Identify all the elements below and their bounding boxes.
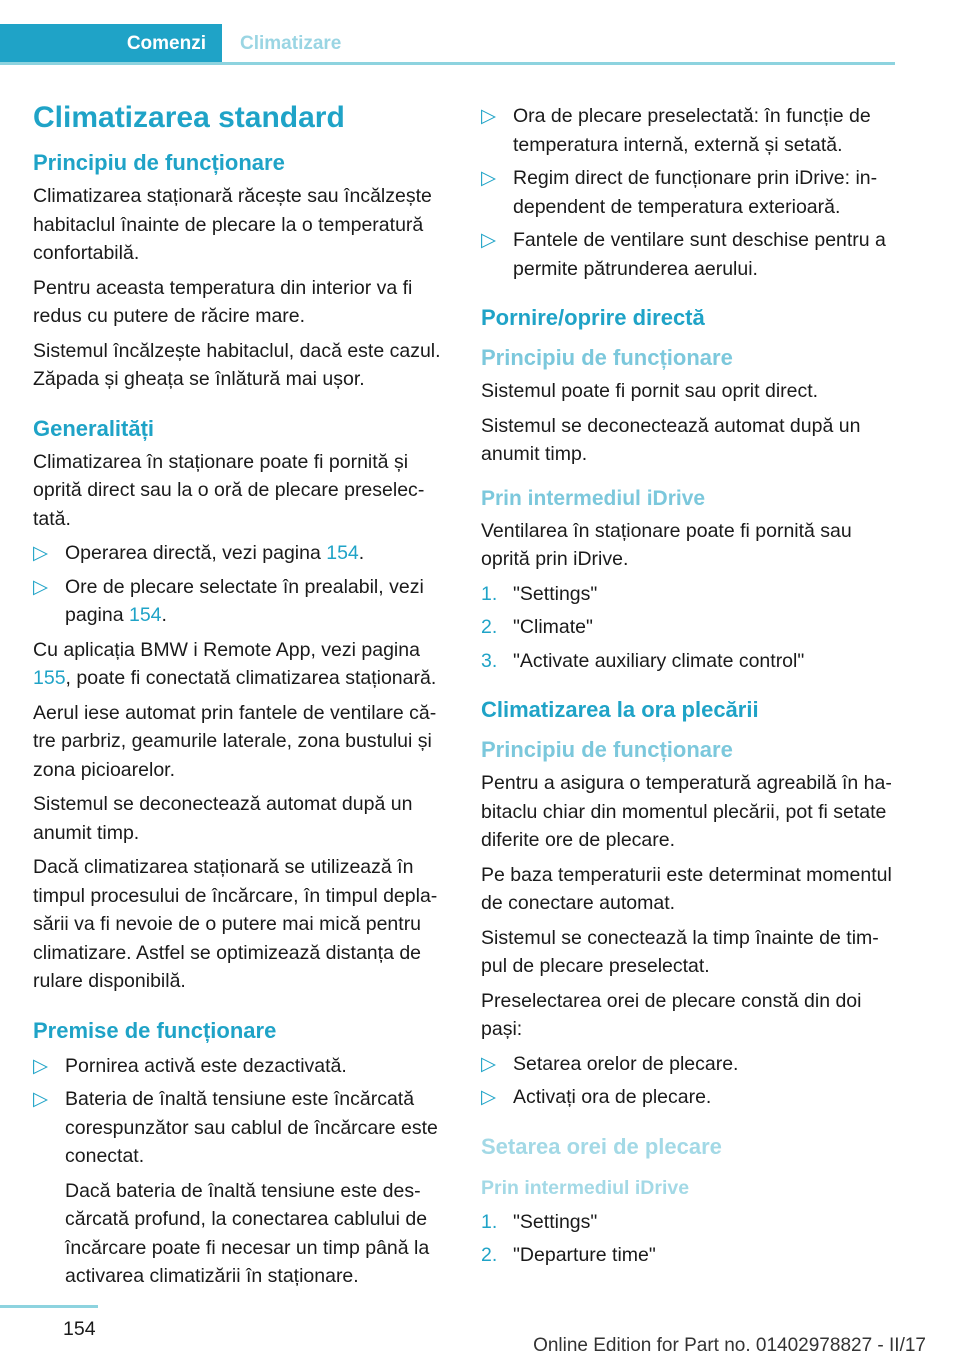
subheading-idrive: Prin intermediul iDrive: [481, 1176, 690, 1199]
step-item: [481, 647, 895, 676]
step-text: "Departure time": [513, 1244, 656, 1266]
page-link[interactable]: 155: [33, 667, 66, 689]
bullet-list: [481, 1050, 895, 1112]
step-text: "Settings": [513, 582, 598, 605]
paragraph: Climatizarea în staționare poate fi pornită și oprită direct sau la o oră de plecare preselectată.: [33, 450, 425, 530]
list-item: [481, 164, 895, 221]
heading-generalitati: Generalități: [33, 415, 155, 441]
step-text: "Settings": [513, 1210, 598, 1233]
list-item: [481, 226, 895, 283]
page-title: Climatizarea standard: [33, 101, 345, 134]
triangle-bullet-icon: ▷: [33, 1054, 48, 1077]
list-item: [33, 539, 447, 568]
list-item: [481, 102, 895, 159]
paragraph: Climatizarea staționară răcește sau încălzește habitaclul înainte de plecare la o temperatură confortabilă.: [33, 185, 432, 264]
triangle-bullet-icon: ▷: [481, 167, 496, 189]
step-number: 1.: [481, 582, 498, 605]
paragraph: Ventilarea în staționare poate fi pornită sau oprită prin iDrive.: [481, 519, 852, 570]
paragraph: Aerul iese automat prin fantele de ventilare către parbriz, geamurile laterale, zona bustului și zona picioarelor.: [33, 701, 437, 781]
page-link[interactable]: 154: [128, 604, 162, 626]
step-item: [481, 1208, 895, 1237]
footer-rule: [0, 1305, 98, 1308]
list-item-text: Bateria de înaltă tensiune este încărcată corespunzător sau cablul de încărcare este conectat.: [65, 1088, 438, 1167]
subheading-idrive: Prin intermediul iDrive: [481, 486, 706, 510]
paragraph: Pentru aceasta temperatura din interior va fi redus cu putere de răcire mare.: [33, 276, 413, 327]
subheading-principiu: Principiu de funcționare: [481, 737, 733, 762]
list-item-subparagraph: Dacă bateria de înaltă tensiune este descărcată profund, la conectarea cablului de încărcare poate fi necesar un timp până la activarea climatizării în staționare.: [65, 1179, 430, 1287]
heading-setarea-orei: Setarea orei de plecare: [481, 1133, 722, 1159]
step-number: 2.: [481, 1244, 498, 1266]
list-item: [481, 1083, 895, 1112]
triangle-bullet-icon: ▷: [33, 542, 48, 564]
heading-pornire-oprire: Pornire/oprire directă: [481, 305, 705, 330]
punctuation: .: [161, 604, 167, 626]
edition-footer: Online Edition for Part no. 01402978827 - II/17: [533, 1335, 926, 1356]
step-number: 1.: [481, 1210, 498, 1233]
paragraph: Pe baza temperaturii este determinat momentul de conectare automat.: [481, 863, 892, 914]
step-number: 3.: [481, 649, 498, 672]
bullet-list: [481, 102, 895, 283]
bullet-list: [33, 1052, 447, 1291]
subheading-principiu: Principiu de funcționare: [481, 345, 733, 370]
list-item: [33, 573, 447, 630]
step-number: 2.: [481, 616, 498, 638]
tab-climatizare: Climatizare: [240, 33, 342, 54]
triangle-bullet-icon: ▷: [33, 1088, 48, 1110]
paragraph: Sistemul poate fi pornit sau oprit direct.: [481, 380, 819, 402]
paragraph: Dacă climatizarea staționară se utilizează în timpul procesului de încărcare, în timpul deplasării va fi nevoie de o putere mai mică pentru climatizare. Astfel se optimizează distanța de rulare disponibilă.: [33, 856, 438, 992]
paragraph: Pentru a asigura o temperatură agreabilă în habitaclu chiar din momentul plecării, pot fi setate diferite ore de plecare.: [481, 772, 892, 851]
triangle-bullet-icon: ▷: [481, 229, 496, 251]
heading-climatizarea-plecarii: Climatizarea la ora plecării: [481, 697, 759, 722]
triangle-bullet-icon: ▷: [481, 1086, 496, 1108]
list-item-text: Ora de plecare preselectată: în funcție de temperatura internă, externă și setată.: [513, 105, 871, 156]
list-item-text: Activați ora de plecare.: [513, 1086, 712, 1108]
triangle-bullet-icon: ▷: [481, 105, 496, 127]
list-item: [33, 1085, 447, 1291]
list-item-text: Ore de plecare selectate în prealabil, vezi pagina: [65, 575, 424, 626]
paragraph: Sistemul se deconectează automat după un anumit timp.: [481, 414, 861, 465]
paragraph: Sistemul se deconectează automat după un anumit timp.: [33, 793, 413, 844]
tab-comenzi: Comenzi: [0, 24, 222, 62]
triangle-bullet-icon: ▷: [481, 1052, 496, 1075]
heading-principiu: Principiu de funcționare: [33, 150, 285, 175]
punctuation: .: [358, 542, 365, 564]
list-item: [481, 1050, 895, 1079]
step-text: "Climate": [513, 616, 593, 638]
right-column: [481, 96, 895, 1276]
bullet-list: [33, 539, 447, 630]
list-item-text: Operarea directă, vezi pagina: [65, 542, 327, 564]
step-item: [481, 613, 895, 642]
list-item: [33, 1052, 447, 1081]
steps-list: [481, 1208, 895, 1270]
paragraph-text: , poate fi conectată climatizarea staționară.: [65, 667, 437, 689]
step-text: "Activate auxiliary climate control": [513, 649, 805, 672]
triangle-bullet-icon: ▷: [33, 575, 48, 598]
steps-list: [481, 580, 895, 676]
list-item-text: Fantele de ventilare sunt deschise pentru a permite pătrunderea aerului.: [513, 229, 886, 280]
list-item-text: Pornirea activă este dezactivată.: [65, 1054, 347, 1077]
paragraph: Sistemul se conectează la timp înainte de timpul de plecare preselectat.: [481, 926, 879, 977]
paragraph: Sistemul încălzește habitaclul, dacă este cazul. Zăpada și gheața se înlătură mai ușor.: [33, 339, 441, 390]
paragraph: Preselectarea orei de plecare constă din doi pași:: [481, 989, 862, 1040]
list-item-text: Setarea orelor de plecare.: [513, 1052, 739, 1075]
list-item-text: Regim direct de funcționare prin iDrive: independent de temperatura exterioară.: [513, 167, 878, 218]
paragraph-text: Cu aplicația BMW i Remote App, vezi pagina: [33, 638, 420, 661]
heading-premise: Premise de funcționare: [33, 1017, 277, 1043]
page-link[interactable]: 154: [326, 542, 359, 564]
paragraph: [33, 636, 447, 693]
step-item: [481, 1241, 895, 1270]
step-item: [481, 580, 895, 609]
page-number: 154: [63, 1318, 96, 1340]
left-column: [33, 96, 447, 1297]
section-header: [0, 24, 895, 65]
